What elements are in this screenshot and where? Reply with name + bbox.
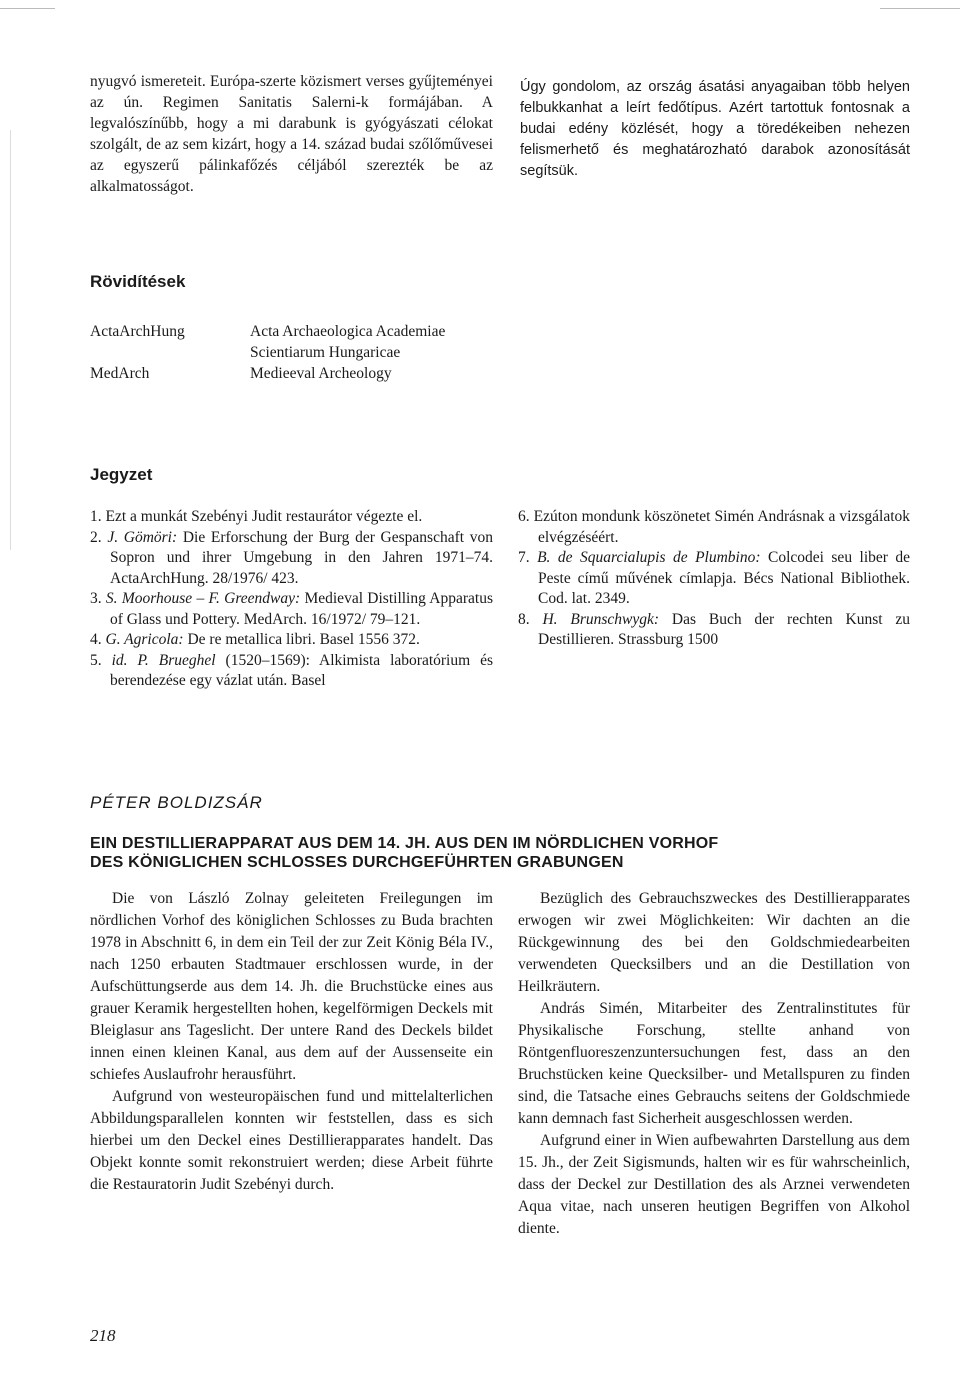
- abbreviation-item: [90, 321, 510, 363]
- page-number: 218: [90, 1326, 116, 1345]
- intro-left-column: [90, 71, 493, 197]
- article-paragraph: Aufgrund von westeuropäischen fund und mittelalterlichen Abbildungsparallelen konnten wir feststellen, dass es sich hierbei um den Deckel eines Destillierapparates handelt. Das Objekt konnte somit rekonstruiert werden; diese Arbeit führte die Restauratorin Judit Szebényi durch.: [90, 1088, 493, 1193]
- note-text: Die Erforschung der Burg der Gespanschaft von Sopron und ihrer Umgebung in den Jahren 1971–74. ActaArchHung. 28/1976/ 423.: [110, 528, 493, 587]
- note-number: 6.: [518, 508, 530, 525]
- abbreviation-key: ActaArchHung: [90, 323, 185, 340]
- note-item: [518, 610, 910, 651]
- article-right-column: [518, 888, 910, 1240]
- note-number: 4.: [90, 631, 102, 648]
- note-number: 1.: [90, 508, 102, 525]
- note-item: [518, 548, 910, 610]
- abbreviations-list: [90, 321, 510, 384]
- note-item: [518, 507, 910, 548]
- note-item: [90, 630, 493, 651]
- notes-heading: Jegyzet: [90, 465, 153, 484]
- note-item: [90, 651, 493, 692]
- note-number: 2.: [90, 528, 102, 546]
- note-number: 8.: [518, 610, 530, 628]
- article-author: PÉTER BOLDIZSÁR: [90, 793, 263, 812]
- note-author: J. Gömöri:: [107, 528, 178, 546]
- note-text: (1520–1569): Alkimista laboratórium és berendezése egy vázlat után. Basel: [110, 651, 494, 689]
- note-item: [90, 589, 493, 630]
- abbreviation-value: Acta Archaeologica Academiae Scientiarum Hungaricae: [250, 323, 446, 361]
- note-number: 3.: [90, 590, 102, 607]
- note-author: H. Brunschwygk:: [542, 610, 660, 628]
- note-item: [90, 528, 493, 590]
- note-number: 5.: [90, 651, 102, 669]
- note-author: G. Agricola:: [105, 631, 184, 648]
- note-text: Das Buch der rechten Kunst zu Destillieren. Strassburg 1500: [538, 610, 910, 648]
- scan-edge-top: [0, 8, 55, 9]
- article-paragraph: Aufgrund einer in Wien aufbewahrten Darstellung aus dem 15. Jh., der Zeit Sigismunds, halten wir es für wahrscheinlich, dass der Deckel zur Destillation des als Arznei verwendeten Aqua vitae, nach unseren heutigen Begriffen von Alkohol diente.: [518, 1132, 910, 1237]
- article-title: [90, 834, 910, 872]
- article-title-line: DES KÖNIGLICHEN SCHLOSSES DURCHGEFÜHRTEN GRABUNGEN: [90, 854, 624, 871]
- note-text: De re metallica libri. Basel 1556 372.: [187, 631, 420, 648]
- note-text: Colcodei seu liber de Peste című művének címlapja. Bécs National Bibliothek. Cod. lat. 2349.: [538, 549, 911, 607]
- abbreviation-item: [90, 363, 510, 384]
- note-text: Medieval Distilling Apparatus of Glass und Pottery. MedArch. 16/1972/ 79–121.: [110, 590, 493, 628]
- note-text: Ezt a munkát Szebényi Judit restaurátor végezte el.: [105, 508, 423, 525]
- article-paragraph: András Simén, Mitarbeiter des Zentralinstitutes für Physikalische Forschung, stellte anhand von Röntgenfluoreszenzuntersuchungen fest, dass an den Bruchstücken keine Quecksilber- und Metallspuren zu finden sind, die Tatsache eines Gebrauchs seitens der Goldschmiede kann demnach fast Sicherheit ausgeschlossen werden.: [518, 1000, 910, 1127]
- scan-edge-top-right: [880, 8, 960, 9]
- intro-left-paragraph: nyugvó ismereteit. Európa-szerte közismert verses gyűjteményei az ún. Regimen Sanitatis Salerni-k formájában. A legvalószínűbb, hogy a mi darabunk is gyógyászati célokat szolgált, de az sem kizárt, hogy a 14. század budai szőlőművesei az egyszerű pálinkafőzés céljából szerezték be az alkalmatosságot.: [90, 73, 493, 195]
- intro-right-column: [520, 77, 910, 182]
- abbreviation-value: Medieeval Archeology: [250, 365, 392, 382]
- abbreviations-heading: Rövidítések: [90, 272, 186, 291]
- article-paragraph: Die von László Zolnay geleiteten Freilegungen im nördlichen Vorhof des königlichen Schlosses zu Buda brachten 1978 in Abschnitt 6, in dem ein Teil der zur Zeit König Béla IV., nach 1250 erbauten Stadtmauer erschlossen wurde, in der Aufschüttungserde aus dem 14. Jh. die Bruchstücke eines aus grauer Keramik hergestellten hohen, kegelförmigen Deckels mit Bleiglasur ans Tageslicht. Der untere Rand des Deckels bildet innen einen kleinen Kanal, aus dem auf der Aussenseite ein schiefes Auslaufrohr herausführt.: [90, 890, 493, 1083]
- scan-edge-left: [10, 130, 11, 550]
- note-author: B. de Squarcialupis de Plumbino:: [537, 549, 761, 566]
- abbreviation-key: MedArch: [90, 365, 150, 382]
- note-text: Ezúton mondunk köszönetet Simén Andrásnak a vizsgálatok elvégzéséért.: [533, 508, 911, 546]
- article-title-line: EIN DESTILLIERAPPARAT AUS DEM 14. JH. AUS DEN IM NÖRDLICHEN VORHOF: [90, 835, 719, 852]
- note-item: [90, 507, 493, 528]
- note-number: 7.: [518, 549, 530, 566]
- article-left-column: [90, 888, 493, 1196]
- note-author: S. Moorhouse – F. Greendway:: [105, 590, 301, 607]
- intro-right-paragraph: Úgy gondolom, az ország ásatási anyagaiban több helyen felbukkanhat a leírt fedőtípus. Azért tartottuk fontosnak a budai edény közlését, hogy a töredékeiben nehezen felismerhető és meghatározható darabok azonosítását segítsük.: [520, 79, 910, 179]
- notes-left-column: [90, 507, 493, 692]
- note-author: id. P. Brueghel: [111, 651, 216, 669]
- article-paragraph: Bezüglich des Gebrauchszweckes des Destillierapparates erwogen wir zwei Möglichkeiten: Wir dachten an die Rückgewinnung des bei den Goldschmiedearbeiten verwendeten Quecksilbers und an die Destillation von Heilkräutern.: [518, 890, 910, 995]
- notes-right-column: [518, 507, 910, 651]
